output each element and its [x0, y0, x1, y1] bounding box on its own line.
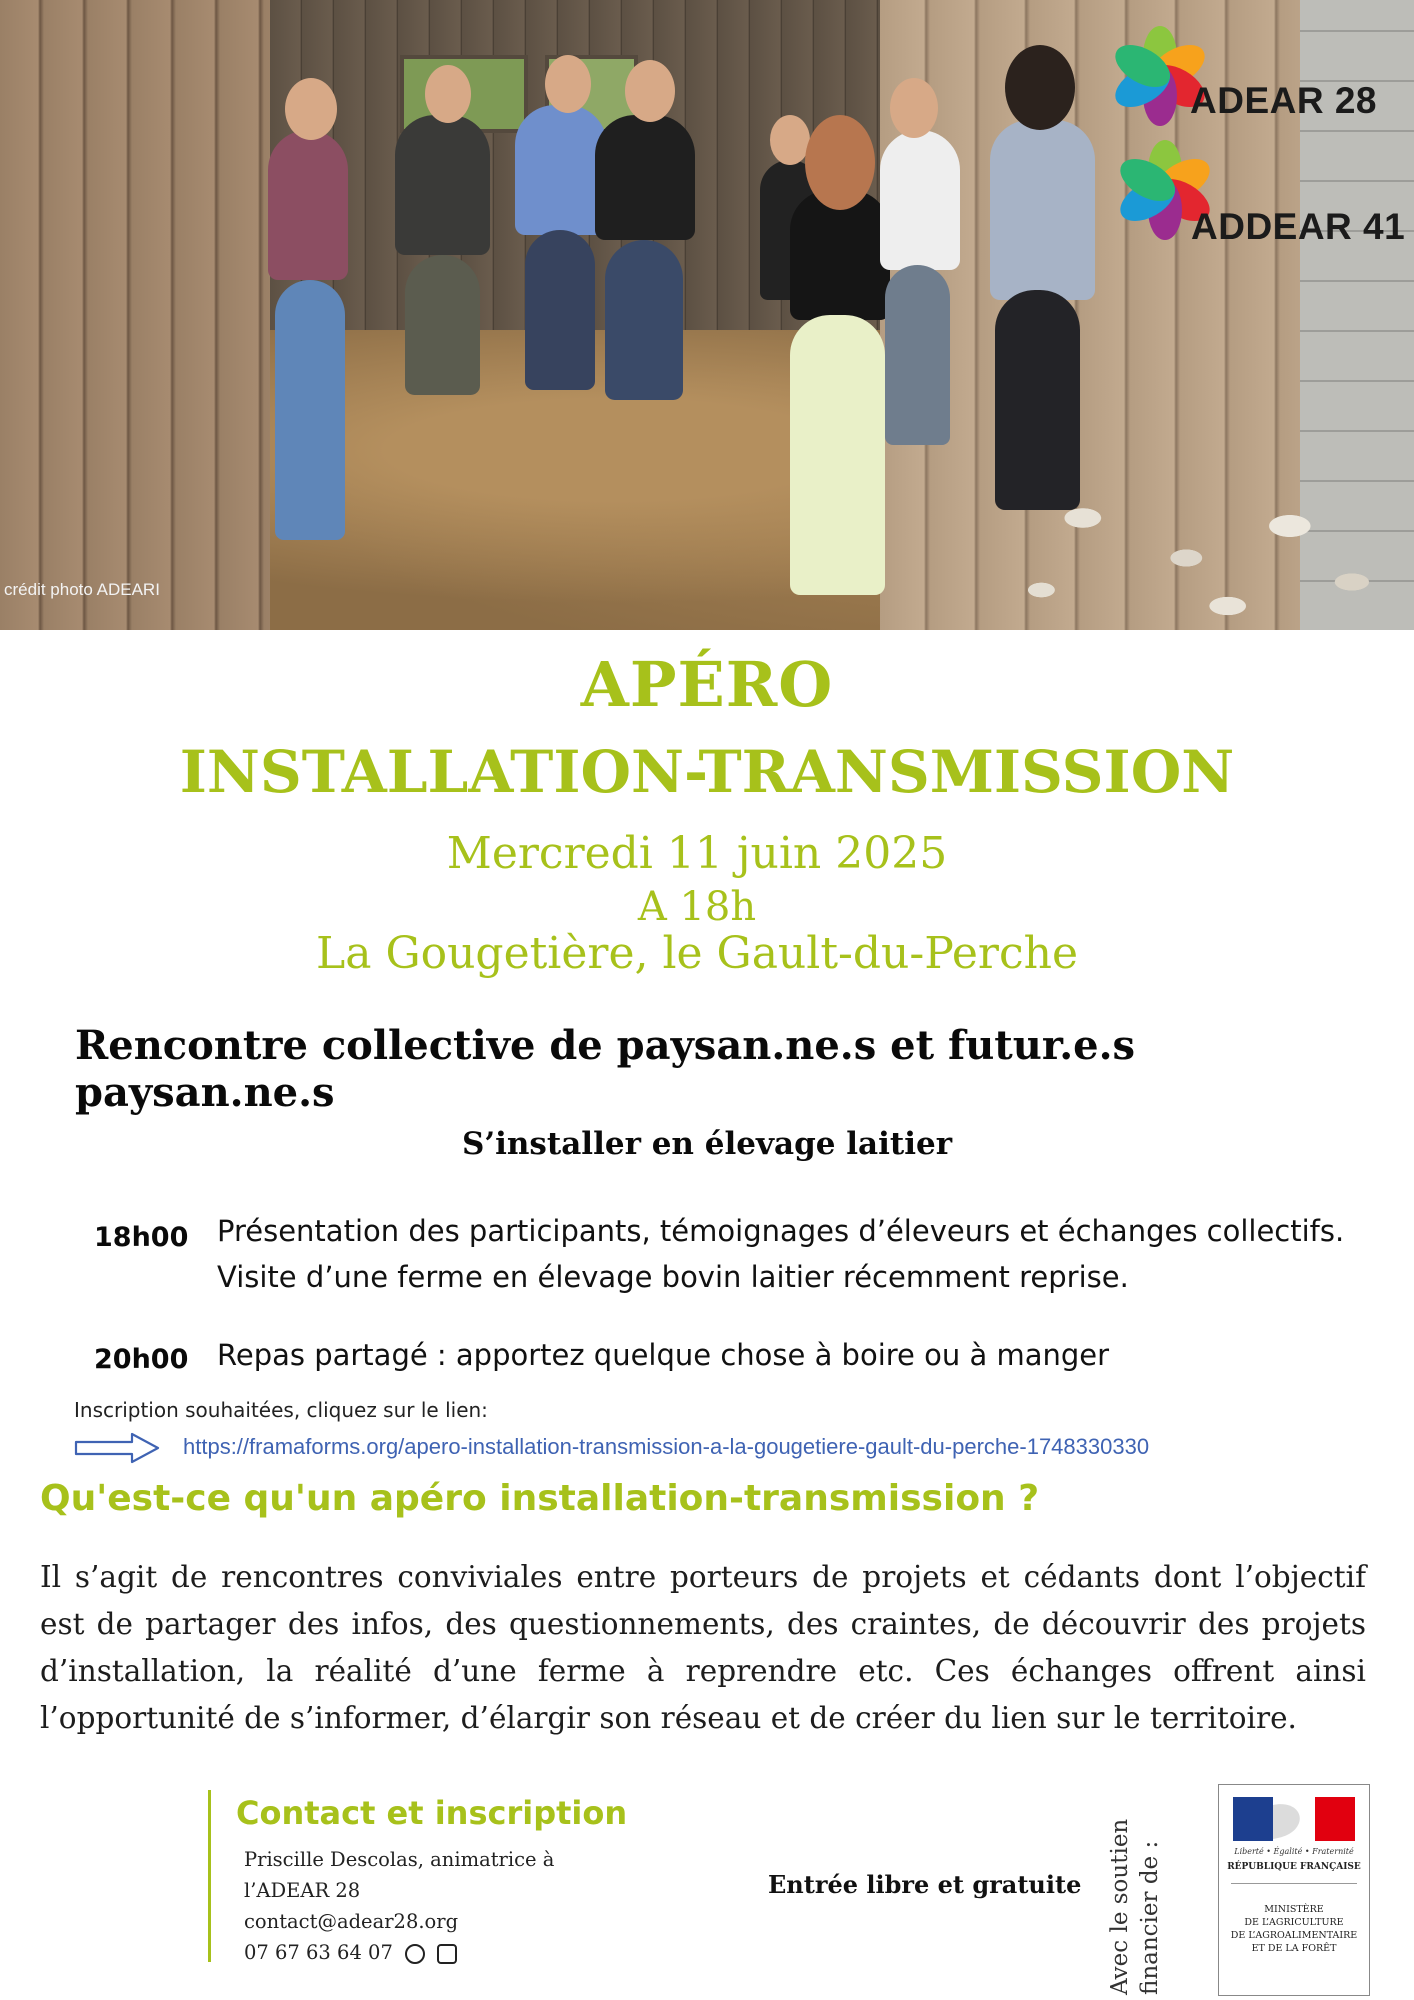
ministry-line: DE L’AGRICULTURE — [1244, 1917, 1344, 1928]
programme-time: 18h00 — [94, 1222, 189, 1253]
ministry-line: DE L’AGROALIMENTAIRE — [1230, 1930, 1358, 1941]
rf-motto: Liberté • Égalité • Fraternité — [1234, 1847, 1354, 1856]
instagram-icon[interactable] — [437, 1944, 457, 1964]
header-photo — [0, 0, 1414, 630]
free-entry-note: Entrée libre et gratuite — [768, 1870, 1082, 1899]
programme-description: Présentation des participants, témoignages d’éleveurs et échanges collectifs. Visite d’une ferme en élevage bovin laitier récemment reprise. — [217, 1214, 1345, 1294]
registration-link[interactable]: https://framaforms.org/apero-installation-transmission-a-la-gougetiere-gault-du-perche-1748330330 — [183, 1434, 1150, 1459]
adear28-logo — [1110, 26, 1410, 136]
ministry-name — [1223, 1903, 1365, 1955]
registration-label: Inscription souhaitées, cliquez sur le lien: — [74, 1398, 488, 1422]
logo-label: ADEAR 28 — [1190, 80, 1377, 121]
facebook-icon[interactable] — [405, 1944, 425, 1964]
contact-phone[interactable]: 07 67 63 64 07 — [244, 1941, 393, 1964]
contact-title: Contact et inscription — [236, 1794, 628, 1832]
programme-description: Repas partagé : apportez quelque chose à boire ou à manger — [217, 1338, 1110, 1372]
contact-email[interactable]: contact@adear28.org — [244, 1910, 459, 1933]
divider — [1231, 1883, 1357, 1884]
programme-time: 20h00 — [94, 1344, 189, 1375]
ministry-line: MINISTÈRE — [1264, 1904, 1324, 1915]
logo-label: ADDEAR 41 — [1191, 206, 1406, 247]
event-date: Mercredi 11 juin 2025 — [446, 828, 948, 879]
event-topic: S’installer en élevage laitier — [461, 1126, 953, 1162]
ministry-logo — [1218, 1784, 1370, 1996]
contact-person: Priscille Descolas, animatrice à — [244, 1848, 555, 1871]
rf-name: RÉPUBLIQUE FRANÇAISE — [1227, 1862, 1361, 1872]
event-title-line1: APÉRO — [580, 648, 834, 721]
support-note — [1105, 1795, 1165, 1995]
addear41-logo — [1115, 140, 1414, 250]
event-time: A 18h — [637, 884, 757, 930]
about-section-title: Qu'est-ce qu'un apéro installation-transmission ? — [40, 1478, 1040, 1519]
support-line: financier de : — [1137, 1840, 1163, 1995]
photo-credit: crédit photo ADEARI — [4, 580, 160, 599]
event-location: La Gougetière, le Gault-du-Perche — [316, 928, 1078, 979]
event-subtitle: Rencontre collective de paysan.ne.s et futur.e.s paysan.ne.s — [75, 1022, 1136, 1116]
event-title-line2: INSTALLATION-TRANSMISSION — [179, 738, 1235, 806]
contact-phone-row — [244, 1941, 457, 1964]
about-paragraph: Il s’agit de rencontres conviviales entre porteurs de projets et cédants dont l’objectif est de partager des infos, des questionnements, des craintes, de découvrir des projets d’installation, la réalité d’une ferme à reprendre etc. Ces échanges offrent ainsi l’opportunité de s’informer, d’élargir son réseau et de créer du lien sur le territoire. — [40, 1560, 1366, 1735]
barn-door-left — [0, 0, 270, 630]
contact-divider — [208, 1790, 211, 1962]
contact-organization: l’ADEAR 28 — [244, 1879, 361, 1902]
ministry-line: ET DE LA FORÊT — [1251, 1943, 1337, 1954]
marianne-flag-icon — [1233, 1797, 1355, 1841]
arrow-right-icon — [72, 1432, 162, 1464]
support-line: Avec le soutien — [1107, 1818, 1133, 1995]
